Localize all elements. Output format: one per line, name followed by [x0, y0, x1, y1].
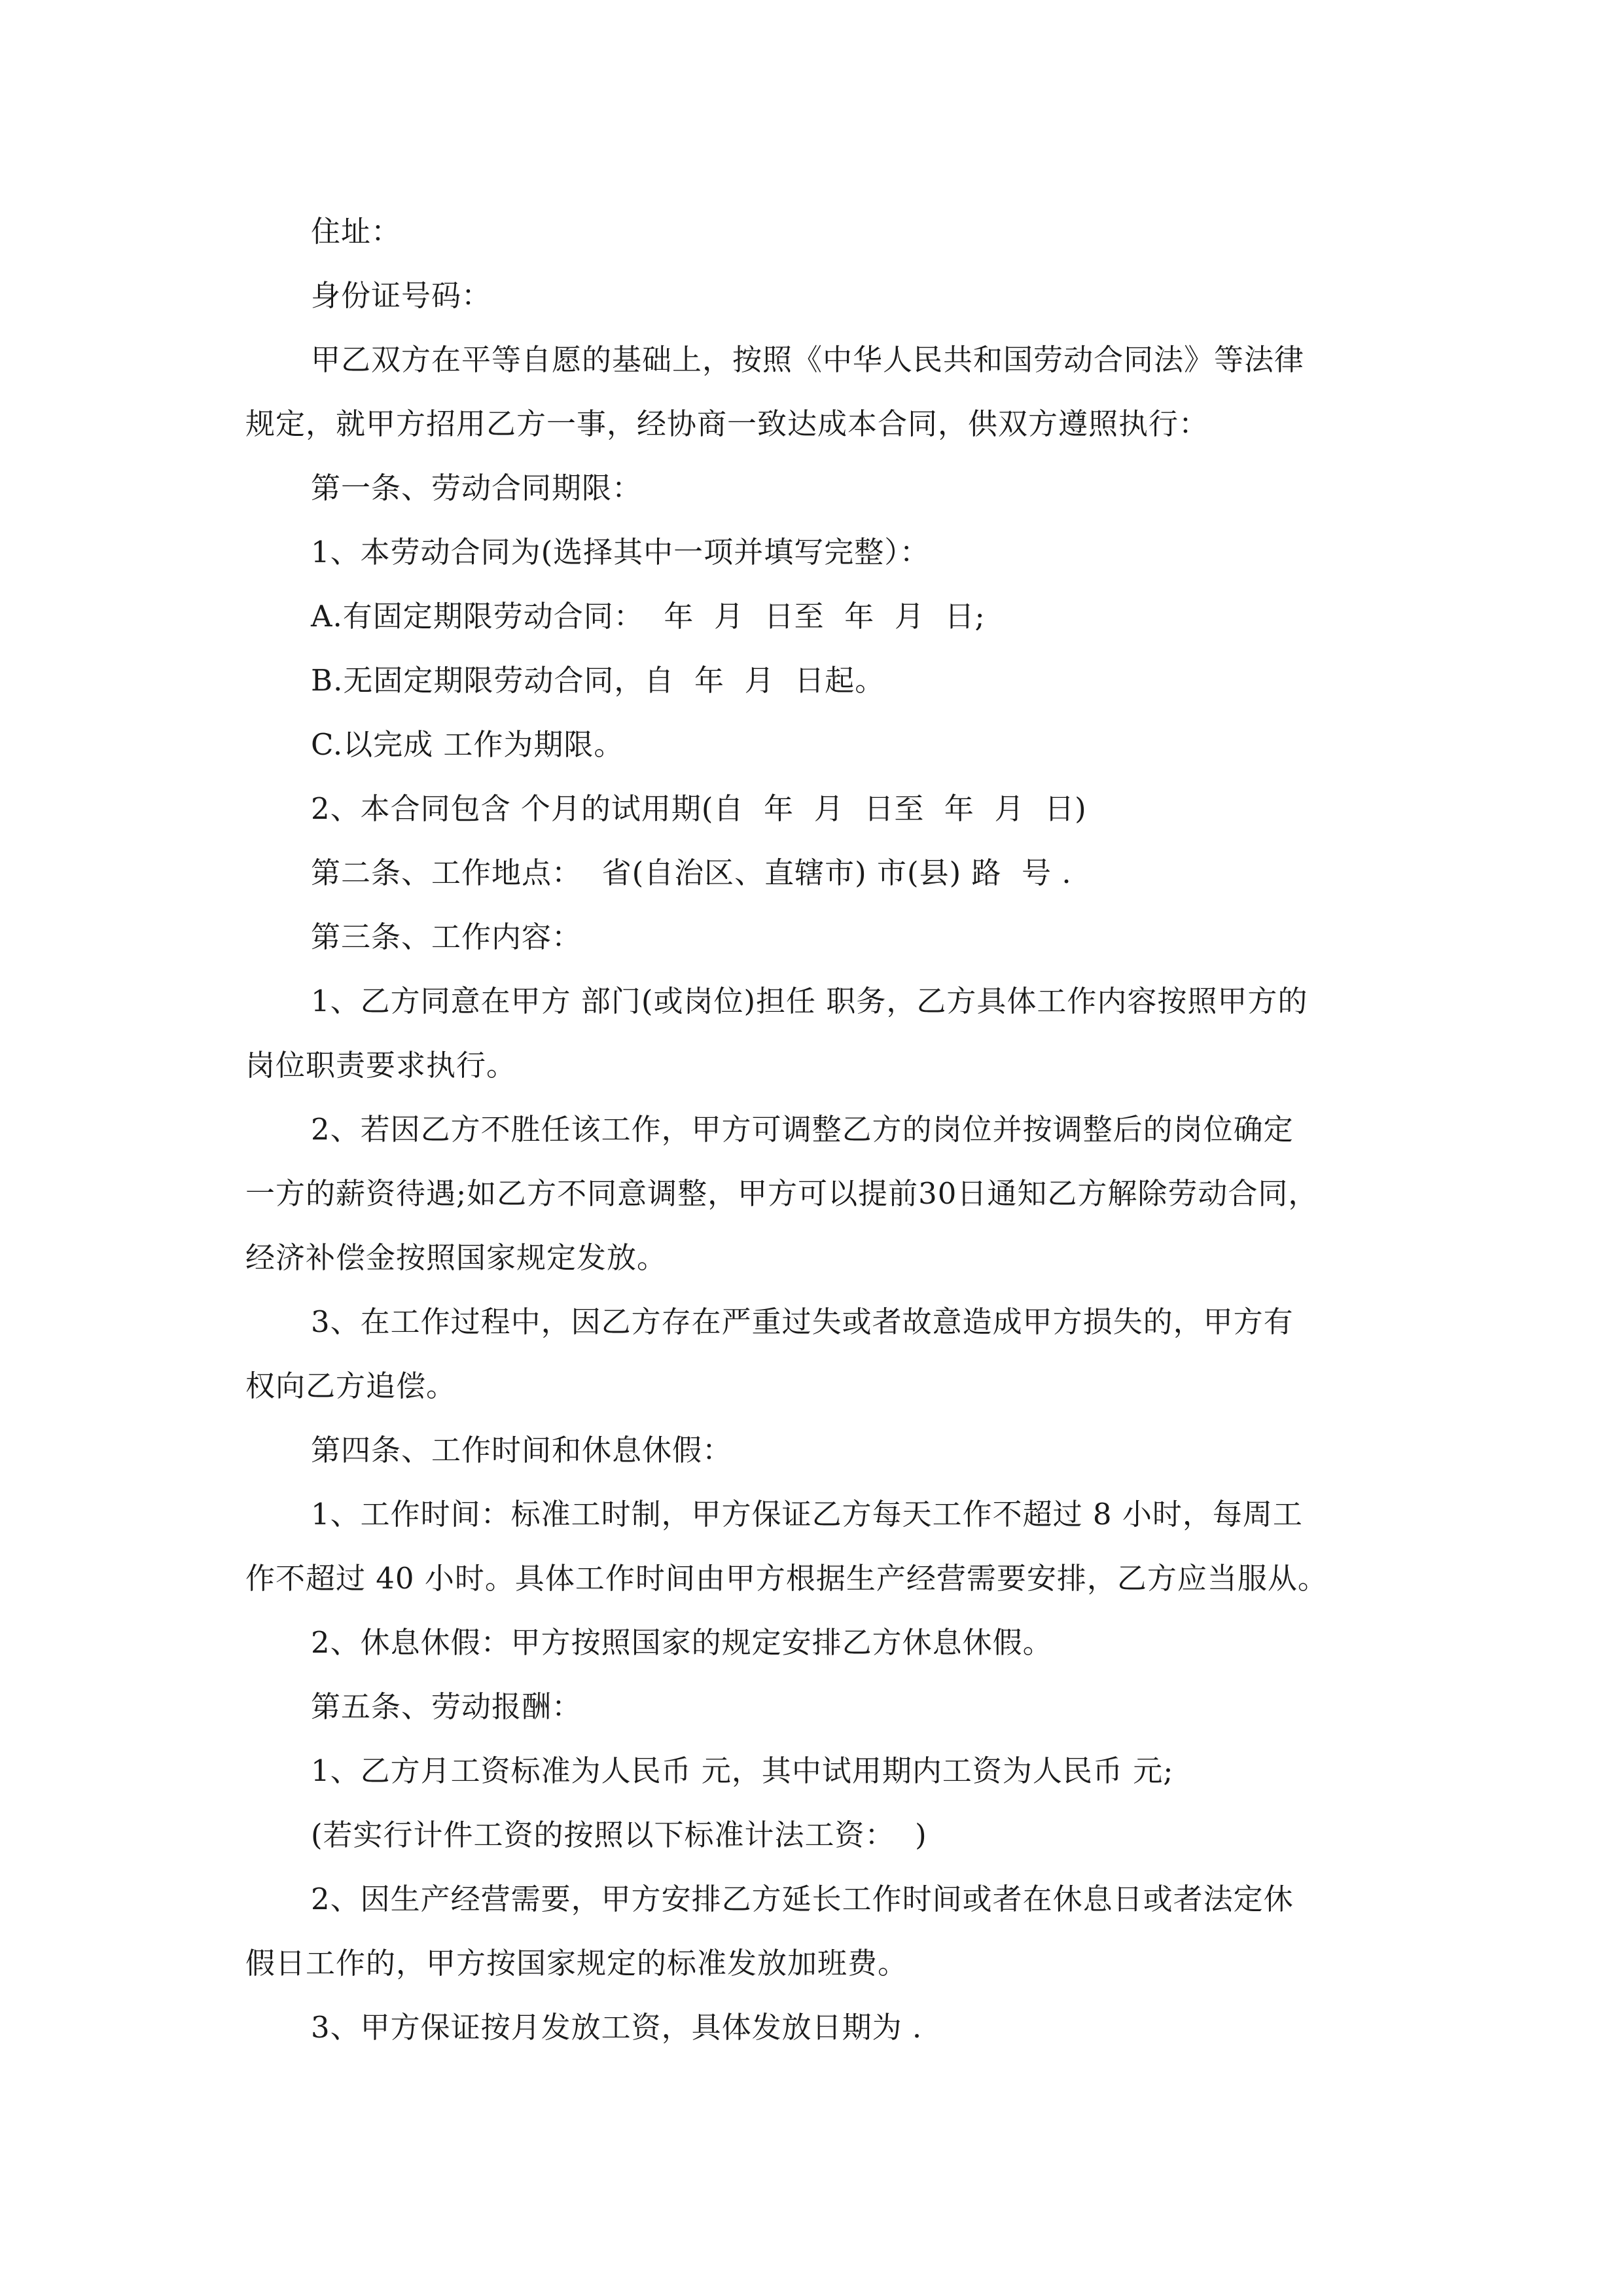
article-3-item-2-line-3: 经济补偿金按照国家规定发放。	[245, 1240, 668, 1275]
article-1-option-a: A.有固定期限劳动合同： 年 月 日至 年 月 日;	[311, 599, 986, 634]
article-1-heading: 第一条、劳动合同期限：	[311, 471, 643, 505]
article-3-heading: 第三条、工作内容：	[311, 920, 582, 954]
article-3-item-1-line-2: 岗位职责要求执行。	[245, 1048, 517, 1083]
article-3-item-2-line-1: 2、若因乙方不胜任该工作，甲方可调整乙方的岗位并按调整后的岗位确定	[311, 1112, 1294, 1147]
article-4-item-1-line-2: 作不超过 40 小时。具体工作时间由甲方根据生产经营需要安排，乙方应当服从。	[245, 1561, 1328, 1596]
article-3-item-2-line-2: 一方的薪资待遇;如乙方不同意调整，甲方可以提前30日通知乙方解除劳动合同，	[245, 1176, 1319, 1211]
article-2-heading: 第二条、工作地点： 省(自治区、直辖市) 市(县) 路 号 .	[311, 855, 1072, 890]
article-3-item-3-line-2: 权向乙方追偿。	[245, 1369, 457, 1403]
article-5-item-2-line-1: 2、因生产经营需要，甲方安排乙方延长工作时间或者在休息日或者法定休	[311, 1882, 1294, 1916]
article-3-item-3-line-1: 3、在工作过程中，因乙方存在严重过失或者故意造成甲方损失的，甲方有	[311, 1304, 1294, 1339]
article-5-item-3: 3、甲方保证按月发放工资，具体发放日期为 .	[311, 2010, 923, 2045]
preamble-line-1: 甲乙双方在平等自愿的基础上，按照《中华人民共和国劳动合同法》等法律	[311, 342, 1305, 377]
article-4-heading: 第四条、工作时间和休息休假：	[311, 1433, 733, 1467]
article-4-item-2: 2、休息休假：甲方按照国家的规定安排乙方休息休假。	[311, 1625, 1053, 1660]
address-line: 住址：	[311, 214, 402, 249]
article-1-option-b: B.无固定期限劳动合同，自 年 月 日起。	[311, 663, 885, 698]
article-1-item-1: 1、本劳动合同为(选择其中一项并填写完整）：	[311, 535, 930, 569]
article-1-option-c: C.以完成 工作为期限。	[311, 727, 624, 762]
article-1-item-2: 2、本合同包含 个月的试用期(自 年 月 日至 年 月 日)	[311, 791, 1087, 826]
article-4-item-1-line-1: 1、工作时间：标准工时制，甲方保证乙方每天工作不超过 8 小时，每周工	[311, 1497, 1303, 1532]
article-5-item-1: 1、乙方月工资标准为人民币 元，其中试用期内工资为人民币 元;	[311, 1753, 1174, 1788]
article-5-item-2-line-2: 假日工作的，甲方按国家规定的标准发放加班费。	[245, 1946, 908, 1981]
contract-body	[245, 200, 1387, 2060]
article-5-piecework-note: (若实行计件工资的按照以下标准计法工资： )	[311, 1818, 927, 1852]
article-3-item-1-line-1: 1、乙方同意在甲方 部门(或岗位)担任 职务，乙方具体工作内容按照甲方的	[311, 984, 1308, 1018]
preamble-line-2: 规定，就甲方招用乙方一事，经协商一致达成本合同，供双方遵照执行：	[245, 406, 1209, 441]
article-5-heading: 第五条、劳动报酬：	[311, 1689, 582, 1724]
id-number-line: 身份证号码：	[311, 278, 492, 313]
